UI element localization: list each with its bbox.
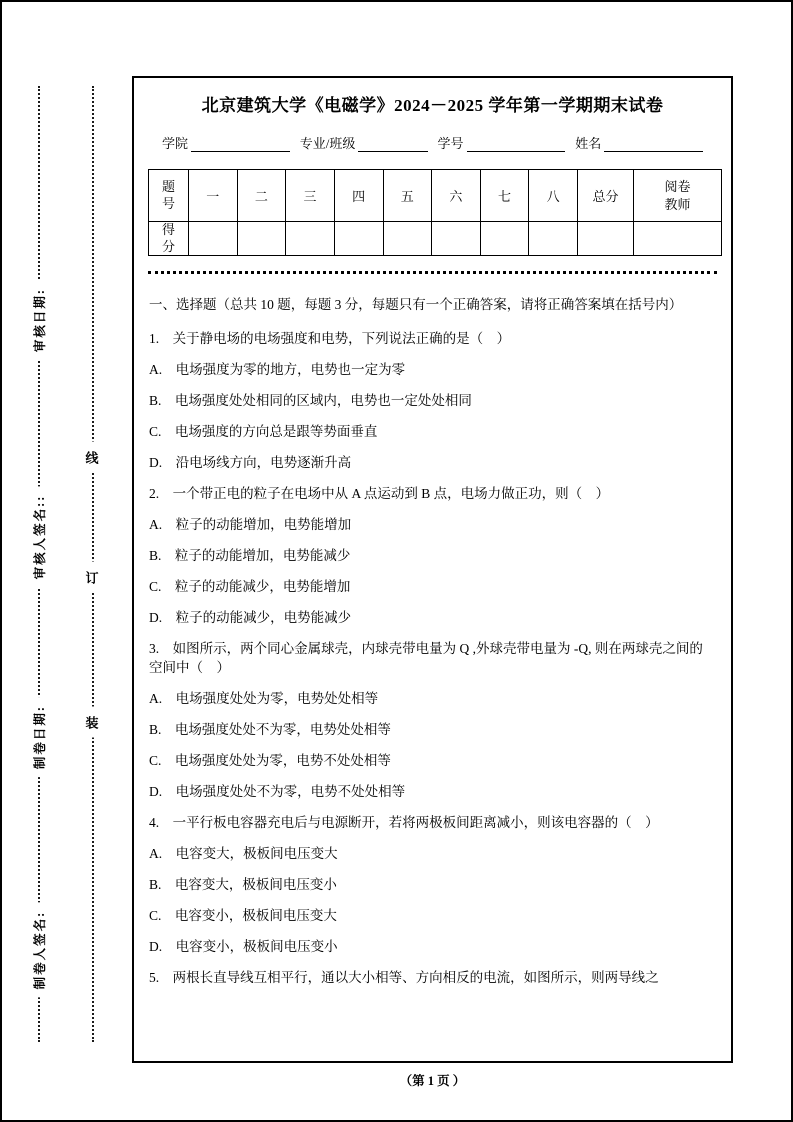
major-class-label: 专业/班级 [299,136,356,151]
question-stem: 3. 如图所示，两个同心金属球壳，内球壳带电量为 Q ,外球壳带电量为 -Q, 则在两球壳之间的空间中（ ） [149,641,703,675]
question-option: C. 电容变小，极板间电压变大 [149,908,337,923]
score-cell [383,222,432,256]
col-header: 六 [432,170,481,222]
college-label: 学院 [162,136,189,151]
paper-made-date-label: 制卷日期: [30,697,48,777]
score-cell-grader [634,222,722,256]
col-header-total: 总分 [578,170,634,222]
score-table-score-row [149,222,722,256]
question-number-corner-cell: 题号 [149,170,189,222]
section-heading: 一、选择题（总共 10 题，每题 3 分，每题只有一个正确答案，请将正确答案填在括号内） [149,297,683,312]
question-option: C. 电场强度处处为零，电势不处处相等 [149,753,391,768]
paper-maker-signature-label: 制卷人签名: [30,903,48,998]
score-table [148,169,722,256]
question-2 [149,484,716,627]
question-stem: 2. 一个带正电的粒子在电场中从 A 点运动到 B 点，电场力做正功，则（ ） [149,486,610,501]
binding-char-line: 线 [83,442,100,473]
score-cell [480,222,529,256]
question-option: B. 电容变大，极板间电压变小 [149,877,337,892]
name-label: 姓名 [575,136,602,151]
score-cell [286,222,335,256]
question-option: A. 电场强度为零的地方，电势也一定为零 [149,362,406,377]
col-header: 一 [189,170,238,222]
score-cell [189,222,238,256]
col-header: 七 [480,170,529,222]
grader-header-cell: 阅卷教师 [634,170,722,222]
question-stem: 1. 关于静电场的电场强度和电势，下列说法正确的是（ ） [149,331,511,346]
reviewer-signature-label: 审核人签名:: [30,487,48,588]
col-header: 五 [383,170,432,222]
score-cell [529,222,578,256]
question-option: A. 电容变大，极板间电压变大 [149,846,338,861]
major-class-blank [358,136,427,152]
question-option: B. 粒子的动能增加，电势能减少 [149,548,351,563]
student-id-blank [467,136,566,152]
question-4 [149,813,716,956]
page-number: （第 1 页 ） [399,1074,466,1088]
student-info-row [162,133,703,152]
question-option: A. 粒子的动能增加，电势能增加 [149,517,352,532]
exam-sheet [132,76,733,1063]
college-blank [191,136,290,152]
name-field [575,133,703,152]
col-header: 八 [529,170,578,222]
question-option: B. 电场强度处处不为零，电势处处相等 [149,722,391,737]
score-cell [334,222,383,256]
question-1 [149,329,716,472]
question-option: D. 沿电场线方向，电势逐渐升高 [149,455,352,470]
question-option: D. 电容变小，极板间电压变小 [149,939,338,954]
student-id-label: 学号 [437,136,464,151]
binding-char-staple: 订 [83,562,100,593]
name-blank [604,136,703,152]
question-option: A. 电场强度处处为零，电势处处相等 [149,691,379,706]
question-option: C. 粒子的动能减少，电势能增加 [149,579,351,594]
student-id-field [438,133,566,152]
question-stem: 5. 两根长直导线互相平行，通以大小相等、方向相反的电流，如图所示，则两导线之 [149,970,659,985]
review-date-label: 审核日期: [30,280,48,360]
question-option: B. 电场强度处处相同的区域内，电势也一定处处相同 [149,393,472,408]
score-cell [432,222,481,256]
dotted-separator [148,271,717,274]
binding-char-bind: 装 [83,707,100,738]
col-header: 三 [286,170,335,222]
score-cell [237,222,286,256]
col-header: 二 [237,170,286,222]
question-option: C. 电场强度的方向总是跟等势面垂直 [149,424,378,439]
question-stem: 4. 一平行板电容器充电后与电源断开，若将两极板间距离减小，则该电容器的（ ） [149,815,659,830]
score-table-header-row [149,170,722,222]
question-list [149,329,716,987]
major-class-field [300,133,428,152]
question-5 [149,968,716,987]
score-cell-total [578,222,634,256]
question-3 [149,639,716,801]
question-option: D. 电场强度处处不为零，电势不处处相等 [149,784,406,799]
page-title: 北京建筑大学《电磁学》2024－2025 学年第一学期期末试卷 [201,96,664,115]
college-field [162,133,290,152]
col-header: 四 [334,170,383,222]
score-row-label-cell: 得分 [149,222,189,256]
question-option: D. 粒子的动能减少，电势能减少 [149,610,352,625]
